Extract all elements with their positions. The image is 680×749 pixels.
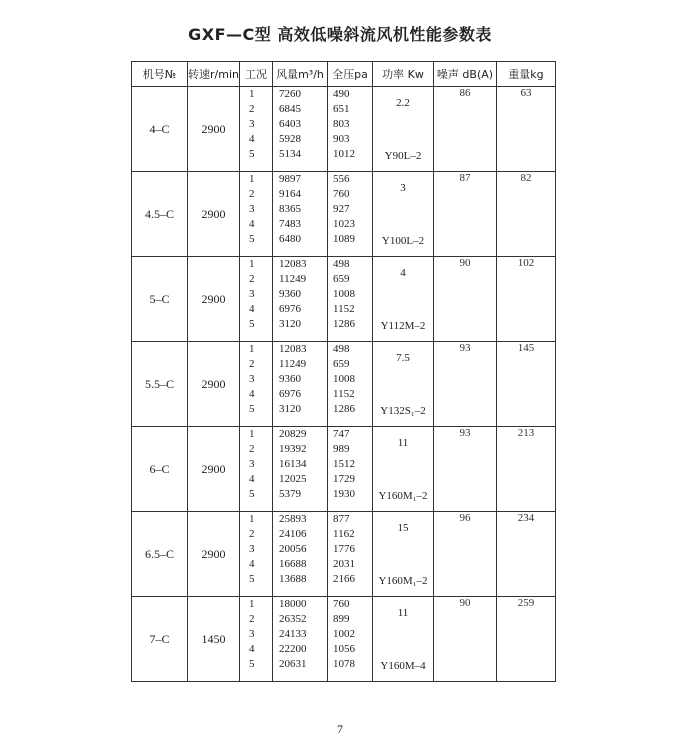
pressure-cell-value: 659	[333, 358, 350, 370]
weight-cell: 82	[497, 172, 556, 257]
airflow-cell	[273, 597, 328, 682]
model-cell: 6.5–C	[132, 512, 188, 597]
pressure-cell-value: 498	[333, 258, 350, 270]
airflow-cell	[273, 172, 328, 257]
condition-cell-value: 5	[249, 318, 255, 330]
condition-cell-value: 3	[249, 203, 255, 215]
pressure-cell-value: 1002	[333, 628, 355, 640]
pressure-cell-value: 1008	[333, 373, 355, 385]
pressure-cell-value: 877	[333, 513, 350, 525]
condition-cell	[240, 512, 273, 597]
pressure-cell-value: 1162	[333, 528, 355, 540]
condition-cell-value: 2	[249, 613, 255, 625]
airflow-cell-value: 12083	[279, 258, 307, 270]
pressure-cell-value: 747	[333, 428, 350, 440]
noise-cell: 96	[434, 512, 497, 597]
weight-cell: 102	[497, 257, 556, 342]
pressure-cell	[328, 597, 373, 682]
condition-cell-value: 2	[249, 188, 255, 200]
airflow-cell-value: 22200	[279, 643, 307, 655]
airflow-cell-value: 7483	[279, 218, 301, 230]
header-airflow: 风量m³/h	[273, 62, 328, 87]
condition-cell-value: 1	[249, 598, 255, 610]
noise-cell: 90	[434, 597, 497, 682]
noise-cell: 86	[434, 87, 497, 172]
pressure-cell-value: 1089	[333, 233, 355, 245]
speed-cell: 2900	[188, 342, 240, 427]
speed-cell: 2900	[188, 427, 240, 512]
pressure-cell-value: 903	[333, 133, 350, 145]
pressure-cell-value: 1152	[333, 388, 355, 400]
condition-cell-value: 4	[249, 218, 255, 230]
noise-cell: 87	[434, 172, 497, 257]
airflow-cell-value: 19392	[279, 443, 307, 455]
condition-cell	[240, 172, 273, 257]
airflow-cell-value: 24106	[279, 528, 307, 540]
header-pressure: 全压pa	[328, 62, 373, 87]
condition-cell-value: 4	[249, 473, 255, 485]
airflow-cell-value: 6845	[279, 103, 301, 115]
airflow-cell-value: 13688	[279, 573, 307, 585]
pressure-cell-value: 1023	[333, 218, 355, 230]
header-model: 机号№	[132, 62, 188, 87]
condition-cell-value: 1	[249, 258, 255, 270]
motor-model: Y160M₁–2	[378, 490, 428, 502]
speed-cell: 1450	[188, 597, 240, 682]
condition-cell	[240, 427, 273, 512]
header-weight: 重量kg	[497, 62, 556, 87]
pressure-cell-value: 1776	[333, 543, 355, 555]
airflow-cell-value: 26352	[279, 613, 307, 625]
condition-cell-value: 5	[249, 148, 255, 160]
pressure-cell	[328, 87, 373, 172]
motor-model: Y160M₁–2	[378, 575, 428, 587]
airflow-cell	[273, 257, 328, 342]
model-cell: 7–C	[132, 597, 188, 682]
condition-cell-value: 5	[249, 488, 255, 500]
airflow-cell-value: 9164	[279, 188, 301, 200]
pressure-cell-value: 1008	[333, 288, 355, 300]
table-row	[132, 87, 556, 172]
table-row	[132, 597, 556, 682]
airflow-cell-value: 20829	[279, 428, 307, 440]
airflow-cell	[273, 342, 328, 427]
condition-cell-value: 3	[249, 373, 255, 385]
airflow-cell-value: 5134	[279, 148, 301, 160]
airflow-cell-value: 16134	[279, 458, 307, 470]
pressure-cell-value: 490	[333, 88, 350, 100]
pressure-cell	[328, 172, 373, 257]
pressure-cell-value: 989	[333, 443, 350, 455]
pressure-cell-value: 927	[333, 203, 350, 215]
table-row	[132, 427, 556, 512]
power-cell	[373, 172, 434, 257]
condition-cell	[240, 597, 273, 682]
airflow-cell-value: 5928	[279, 133, 301, 145]
model-cell: 4.5–C	[132, 172, 188, 257]
pressure-cell-value: 1512	[333, 458, 355, 470]
weight-cell: 234	[497, 512, 556, 597]
pressure-cell-value: 556	[333, 173, 350, 185]
condition-cell-value: 3	[249, 458, 255, 470]
condition-cell-value: 3	[249, 543, 255, 555]
noise-cell: 93	[434, 427, 497, 512]
motor-model: Y112M–2	[380, 320, 426, 332]
pressure-cell-value: 1729	[333, 473, 355, 485]
airflow-cell-value: 8365	[279, 203, 301, 215]
condition-cell-value: 4	[249, 303, 255, 315]
pressure-cell-value: 1056	[333, 643, 355, 655]
airflow-cell-value: 5379	[279, 488, 301, 500]
condition-cell-value: 1	[249, 428, 255, 440]
pressure-cell	[328, 427, 373, 512]
motor-model: Y160M–4	[380, 660, 426, 672]
pressure-cell-value: 1152	[333, 303, 355, 315]
pressure-cell	[328, 342, 373, 427]
pressure-cell-value: 1012	[333, 148, 355, 160]
header-row	[132, 62, 556, 87]
airflow-cell-value: 7260	[279, 88, 301, 100]
speed-cell: 2900	[188, 87, 240, 172]
airflow-cell-value: 6480	[279, 233, 301, 245]
airflow-cell-value: 11249	[279, 358, 307, 370]
pressure-cell-value: 803	[333, 118, 350, 130]
pressure-cell-value: 1930	[333, 488, 355, 500]
pressure-cell-value: 498	[333, 343, 350, 355]
airflow-cell-value: 25893	[279, 513, 307, 525]
motor-model: Y132S₁–2	[380, 405, 426, 417]
model-cell: 4–C	[132, 87, 188, 172]
pressure-cell	[328, 257, 373, 342]
power-cell	[373, 512, 434, 597]
airflow-cell-value: 11249	[279, 273, 307, 285]
airflow-cell	[273, 427, 328, 512]
speed-cell: 2900	[188, 172, 240, 257]
power-value: 2.2	[396, 97, 410, 109]
weight-cell: 213	[497, 427, 556, 512]
page-number: 7	[337, 722, 343, 736]
speed-cell: 2900	[188, 257, 240, 342]
airflow-cell-value: 9897	[279, 173, 301, 185]
model-cell: 6–C	[132, 427, 188, 512]
airflow-cell-value: 3120	[279, 403, 301, 415]
condition-cell-value: 1	[249, 88, 255, 100]
airflow-cell-value: 16688	[279, 558, 307, 570]
airflow-cell-value: 20631	[279, 658, 307, 670]
header-power: 功率 Kw	[373, 62, 434, 87]
pressure-cell-value: 1286	[333, 403, 355, 415]
model-cell: 5.5–C	[132, 342, 188, 427]
airflow-cell-value: 6976	[279, 388, 301, 400]
condition-cell-value: 3	[249, 628, 255, 640]
table-row	[132, 257, 556, 342]
power-cell	[373, 342, 434, 427]
condition-cell-value: 2	[249, 103, 255, 115]
airflow-cell-value: 24133	[279, 628, 307, 640]
table-row	[132, 512, 556, 597]
header-noise: 噪声 dB(A)	[434, 62, 497, 87]
fan-spec-table	[131, 61, 556, 682]
power-value: 7.5	[396, 352, 410, 364]
header-speed: 转速r/min	[188, 62, 240, 87]
condition-cell-value: 3	[249, 288, 255, 300]
power-cell	[373, 87, 434, 172]
airflow-cell-value: 6976	[279, 303, 301, 315]
condition-cell-value: 5	[249, 573, 255, 585]
motor-model: Y100L–2	[381, 235, 425, 247]
power-cell	[373, 257, 434, 342]
condition-cell	[240, 257, 273, 342]
weight-cell: 259	[497, 597, 556, 682]
pressure-cell	[328, 512, 373, 597]
motor-model: Y90L–2	[384, 150, 422, 162]
condition-cell-value: 1	[249, 513, 255, 525]
condition-cell-value: 5	[249, 403, 255, 415]
noise-cell: 93	[434, 342, 497, 427]
airflow-cell	[273, 512, 328, 597]
condition-cell-value: 2	[249, 443, 255, 455]
power-value: 11	[397, 437, 409, 449]
model-cell: 5–C	[132, 257, 188, 342]
airflow-cell-value: 12025	[279, 473, 307, 485]
airflow-cell-value: 3120	[279, 318, 301, 330]
power-cell	[373, 427, 434, 512]
condition-cell-value: 5	[249, 658, 255, 670]
weight-cell: 63	[497, 87, 556, 172]
condition-cell-value: 1	[249, 343, 255, 355]
power-cell	[373, 597, 434, 682]
pressure-cell-value: 2166	[333, 573, 355, 585]
airflow-cell-value: 12083	[279, 343, 307, 355]
pressure-cell-value: 760	[333, 188, 350, 200]
condition-cell-value: 1	[249, 173, 255, 185]
pressure-cell-value: 1286	[333, 318, 355, 330]
noise-cell: 90	[434, 257, 497, 342]
power-value: 3	[400, 182, 406, 194]
condition-cell-value: 4	[249, 133, 255, 145]
pressure-cell-value: 899	[333, 613, 350, 625]
airflow-cell	[273, 87, 328, 172]
airflow-cell-value: 6403	[279, 118, 301, 130]
table-row	[132, 172, 556, 257]
condition-cell	[240, 87, 273, 172]
condition-cell-value: 2	[249, 358, 255, 370]
airflow-cell-value: 9360	[279, 288, 301, 300]
pressure-cell-value: 1078	[333, 658, 355, 670]
power-value: 4	[400, 267, 406, 279]
pressure-cell-value: 651	[333, 103, 350, 115]
pressure-cell-value: 760	[333, 598, 350, 610]
page-title: GXF—C型 高效低噪斜流风机性能参数表	[188, 25, 492, 44]
condition-cell-value: 4	[249, 388, 255, 400]
condition-cell-value: 4	[249, 643, 255, 655]
airflow-cell-value: 18000	[279, 598, 307, 610]
condition-cell-value: 2	[249, 273, 255, 285]
power-value: 15	[397, 522, 409, 534]
condition-cell-value: 5	[249, 233, 255, 245]
airflow-cell-value: 9360	[279, 373, 301, 385]
condition-cell-value: 2	[249, 528, 255, 540]
speed-cell: 2900	[188, 512, 240, 597]
condition-cell	[240, 342, 273, 427]
condition-cell-value: 4	[249, 558, 255, 570]
pressure-cell-value: 659	[333, 273, 350, 285]
weight-cell: 145	[497, 342, 556, 427]
table-row	[132, 342, 556, 427]
airflow-cell-value: 20056	[279, 543, 307, 555]
header-condition: 工况	[240, 62, 273, 87]
pressure-cell-value: 2031	[333, 558, 355, 570]
condition-cell-value: 3	[249, 118, 255, 130]
power-value: 11	[397, 607, 409, 619]
